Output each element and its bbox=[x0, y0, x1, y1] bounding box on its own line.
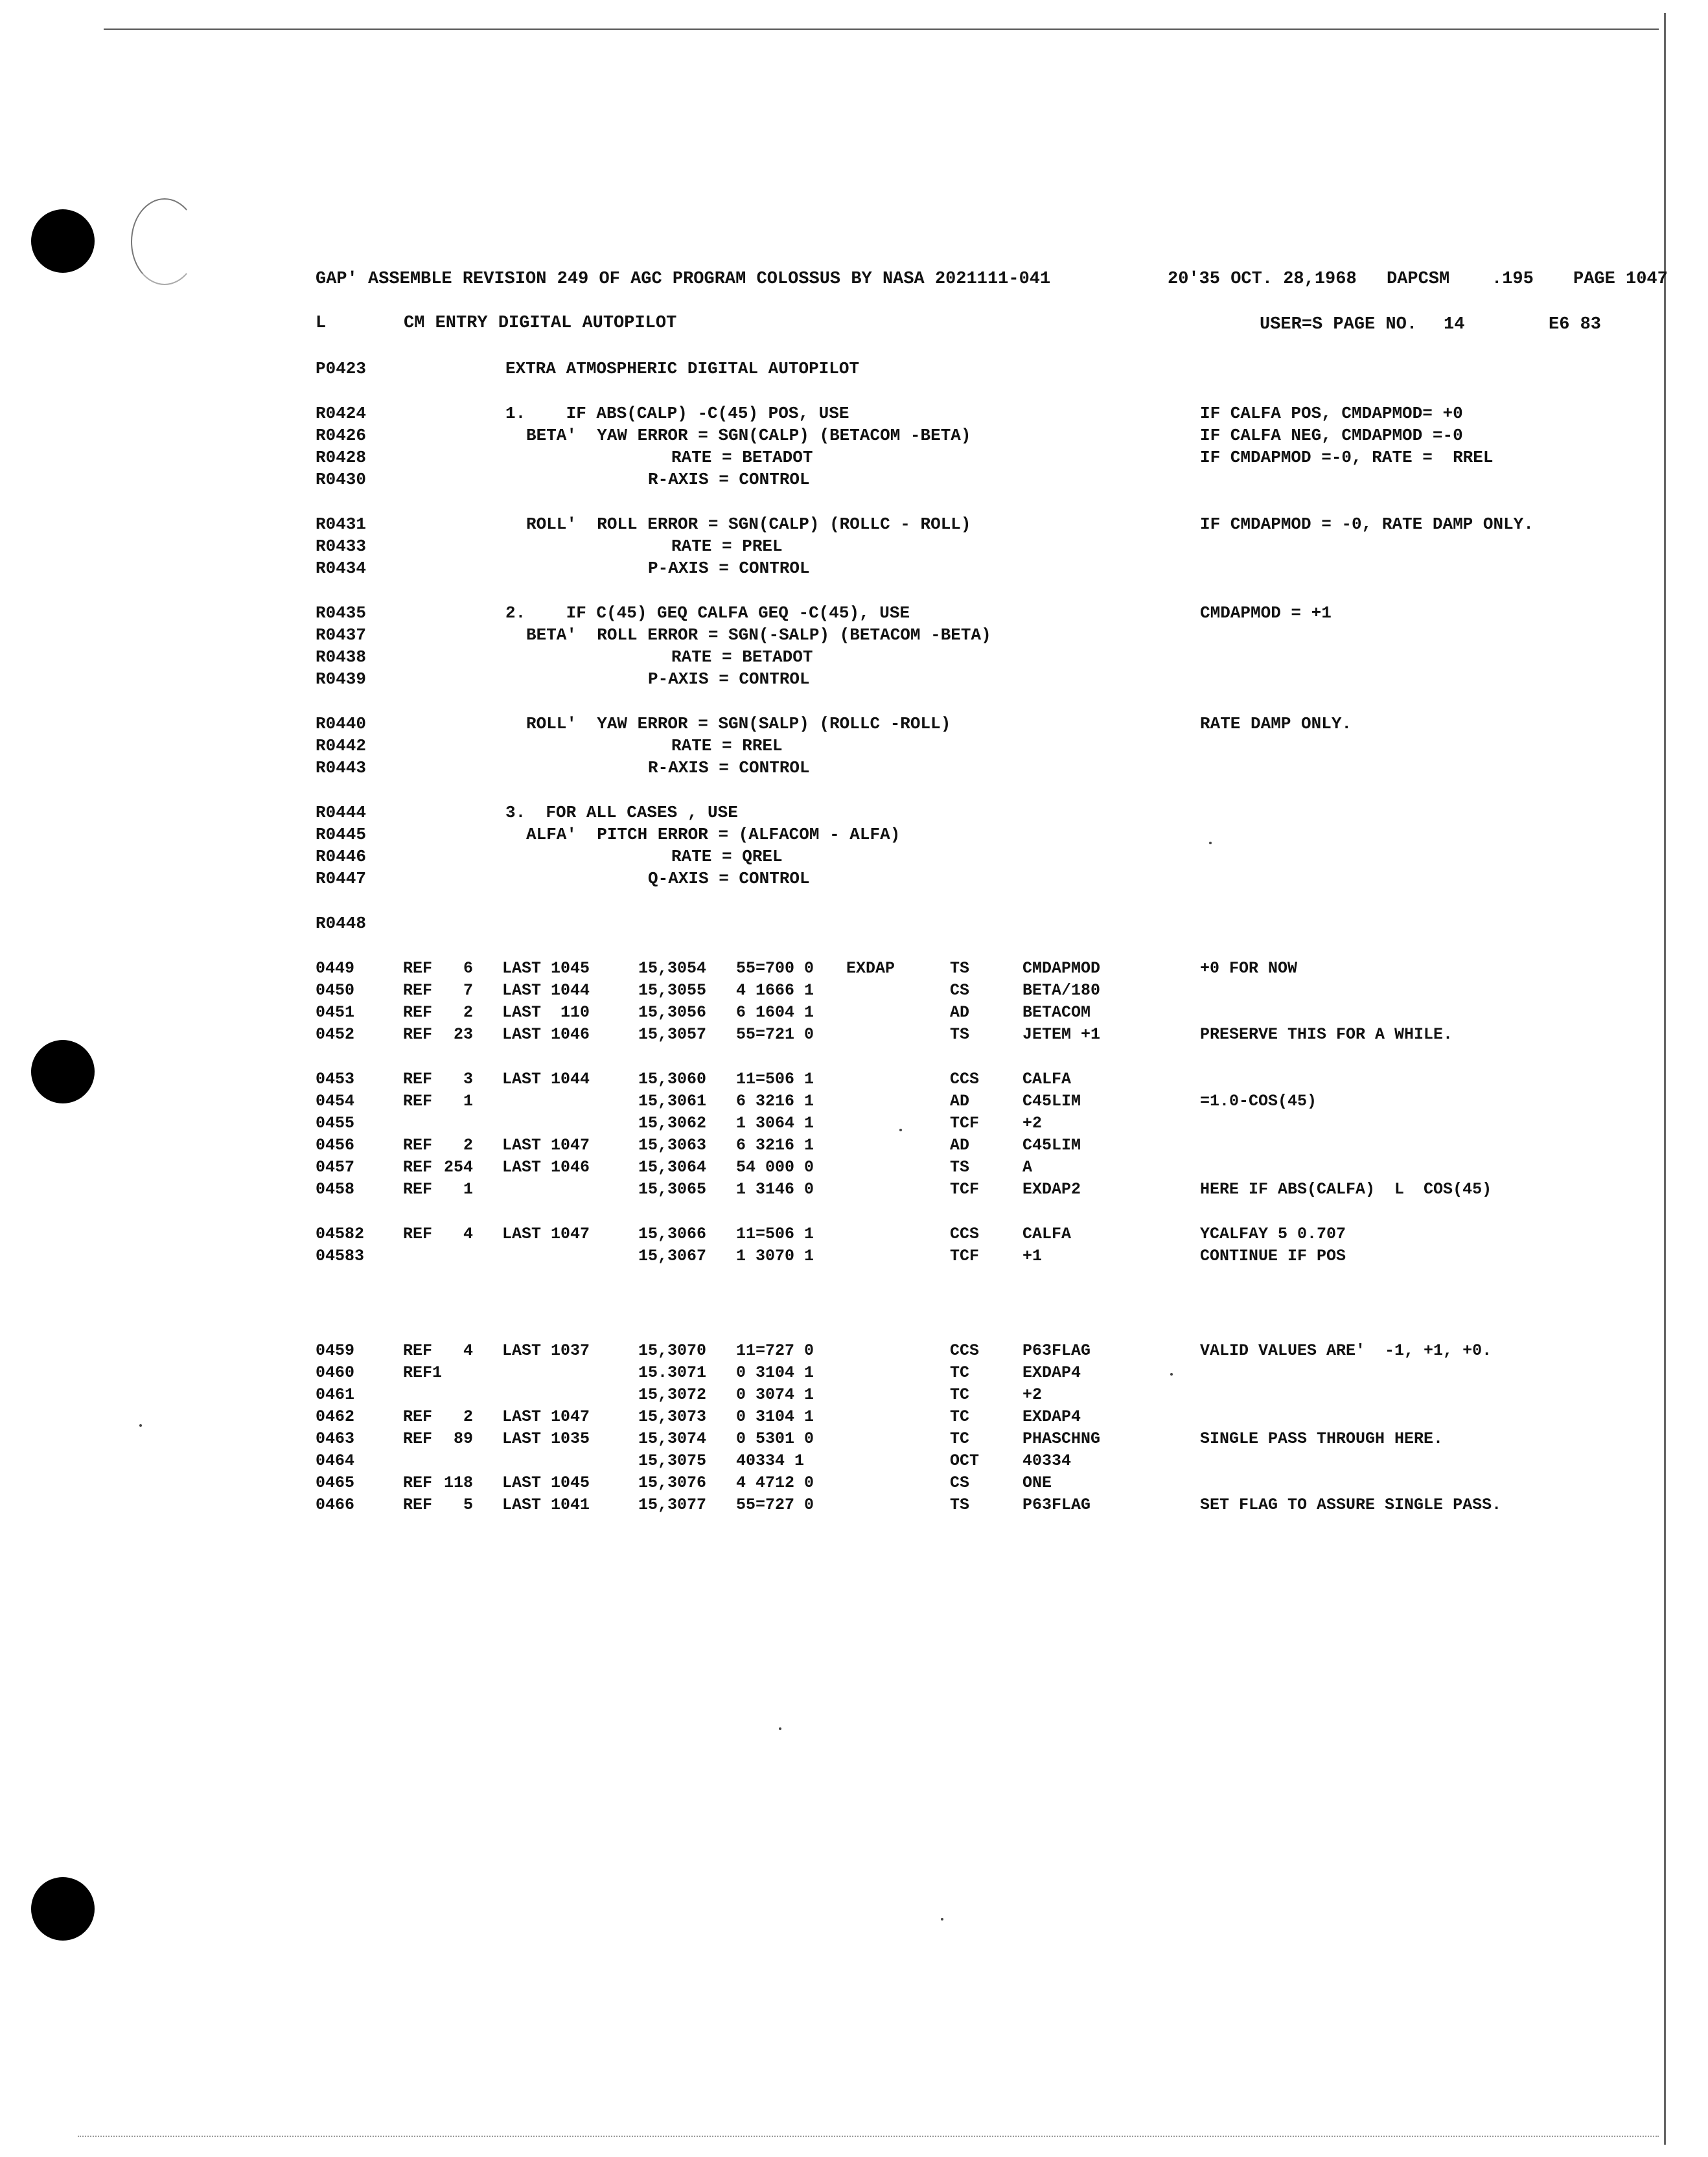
remark-seq: R0444 bbox=[316, 803, 367, 822]
remark-seq: R0448 bbox=[316, 914, 367, 933]
remark-text: ROLL' YAW ERROR = SGN(SALP) (ROLLC -ROLL) bbox=[526, 714, 951, 733]
listing-addr: 15,3054 bbox=[638, 959, 707, 978]
listing-operand: CALFA bbox=[1022, 1070, 1072, 1089]
listing-operand: C45LIM bbox=[1022, 1136, 1081, 1155]
remark-seq: R0437 bbox=[316, 625, 367, 645]
listing-operand: EXDAP2 bbox=[1022, 1180, 1081, 1199]
listing-addr: 15,3075 bbox=[638, 1451, 707, 1470]
listing-operand: +1 bbox=[1022, 1247, 1043, 1265]
listing-seq: 0453 bbox=[316, 1070, 355, 1089]
listing-refn: 4 bbox=[463, 1225, 473, 1243]
listing-addr: 15,3064 bbox=[638, 1158, 707, 1177]
listing-addr: 15,3076 bbox=[638, 1473, 707, 1492]
listing-op: CS bbox=[950, 1473, 970, 1492]
listing-last: LAST 110 bbox=[502, 1003, 590, 1022]
punch-hole bbox=[31, 1877, 95, 1941]
listing-refn: 1 bbox=[463, 1180, 473, 1199]
remark-seq: P0423 bbox=[316, 359, 367, 378]
remark-text: ROLL' ROLL ERROR = SGN(CALP) (ROLLC - ROLL) bbox=[526, 514, 971, 534]
listing-comment: SET FLAG TO ASSURE SINGLE PASS. bbox=[1200, 1495, 1502, 1514]
scan-speck bbox=[941, 1918, 943, 1921]
program-code: .195 bbox=[1492, 270, 1534, 289]
listing-addr: 15,3065 bbox=[638, 1180, 707, 1199]
listing-seq: 0457 bbox=[316, 1158, 355, 1177]
listing-comment: +0 FOR NOW bbox=[1200, 959, 1298, 978]
listing-operand: BETACOM bbox=[1022, 1003, 1091, 1022]
listing-last: LAST 1046 bbox=[502, 1025, 590, 1044]
section-title: CM ENTRY DIGITAL AUTOPILOT bbox=[404, 314, 677, 333]
listing-ref: REF bbox=[403, 1407, 433, 1426]
remark-text: 1. IF ABS(CALP) -C(45) POS, USE bbox=[505, 404, 849, 423]
listing-last: LAST 1035 bbox=[502, 1429, 590, 1448]
remark-seq: R0434 bbox=[316, 559, 367, 578]
listing-op: AD bbox=[950, 1136, 970, 1155]
listing-operand: JETEM +1 bbox=[1022, 1025, 1101, 1044]
listing-word: 6 3216 1 bbox=[736, 1136, 814, 1155]
listing-seq: 0451 bbox=[316, 1003, 355, 1022]
listing-ref: REF bbox=[403, 1136, 433, 1155]
listing-op: CCS bbox=[950, 1070, 980, 1089]
remark-text: BETA' ROLL ERROR = SGN(-SALP) (BETACOM -BETA) bbox=[526, 625, 991, 645]
remark-seq: R0443 bbox=[316, 758, 367, 778]
listing-refn: 23 bbox=[453, 1025, 473, 1044]
listing-addr: 15,3072 bbox=[638, 1385, 707, 1404]
remark-text: P-AXIS = CONTROL bbox=[648, 559, 810, 578]
listing-last: LAST 1046 bbox=[502, 1158, 590, 1177]
listing-refn: 6 bbox=[463, 959, 473, 978]
listing-refn: 7 bbox=[463, 981, 473, 1000]
listing-comment: =1.0-COS(45) bbox=[1200, 1092, 1317, 1111]
listing-comment: VALID VALUES ARE' -1, +1, +0. bbox=[1200, 1341, 1492, 1360]
listing-op: TC bbox=[950, 1363, 970, 1382]
listing-op: TCF bbox=[950, 1114, 980, 1133]
listing-op: OCT bbox=[950, 1451, 980, 1470]
remark-text: R-AXIS = CONTROL bbox=[648, 470, 810, 489]
listing-refn: 2 bbox=[463, 1136, 473, 1155]
listing-addr: 15,3070 bbox=[638, 1341, 707, 1360]
listing-refn: 89 bbox=[453, 1429, 473, 1448]
listing-addr: 15,3057 bbox=[638, 1025, 707, 1044]
listing-word: 11=506 1 bbox=[736, 1070, 814, 1089]
listing-ref: REF bbox=[403, 1003, 433, 1022]
listing-ref: REF bbox=[403, 1180, 433, 1199]
remark-seq: R0433 bbox=[316, 536, 367, 556]
listing-ref: REF bbox=[403, 1025, 433, 1044]
punch-hole bbox=[31, 1040, 95, 1103]
listing-seq: 0452 bbox=[316, 1025, 355, 1044]
listing-addr: 15,3061 bbox=[638, 1092, 707, 1111]
listing-op: TS bbox=[950, 1025, 970, 1044]
listing-addr: 15.3071 bbox=[638, 1363, 707, 1382]
listing-last: LAST 1047 bbox=[502, 1407, 590, 1426]
remark-text: 2. IF C(45) GEQ CALFA GEQ -C(45), USE bbox=[505, 603, 910, 623]
listing-ref: REF bbox=[403, 981, 433, 1000]
punch-hole bbox=[31, 209, 95, 273]
listing-addr: 15,3067 bbox=[638, 1247, 707, 1265]
listing-op: TC bbox=[950, 1429, 970, 1448]
listing-word: 0 3104 1 bbox=[736, 1363, 814, 1382]
listing-addr: 15,3077 bbox=[638, 1495, 707, 1514]
remark-text: R-AXIS = CONTROL bbox=[648, 758, 810, 778]
listing-ref: REF bbox=[403, 1158, 433, 1177]
listing-operand: ONE bbox=[1022, 1473, 1052, 1492]
listing-op: TS bbox=[950, 1158, 970, 1177]
listing-addr: 15,3055 bbox=[638, 981, 707, 1000]
listing-last: LAST 1044 bbox=[502, 981, 590, 1000]
listing-last: LAST 1044 bbox=[502, 1070, 590, 1089]
listing-comment: SINGLE PASS THROUGH HERE. bbox=[1200, 1429, 1444, 1448]
listing-last: LAST 1045 bbox=[502, 959, 590, 978]
listing-operand: CMDAPMOD bbox=[1022, 959, 1101, 978]
listing-addr: 15,3074 bbox=[638, 1429, 707, 1448]
remark-note: IF CMDAPMOD = -0, RATE DAMP ONLY. bbox=[1200, 514, 1534, 534]
listing-datetime: 20'35 OCT. 28,1968 bbox=[1168, 270, 1357, 289]
scan-speck bbox=[779, 1727, 781, 1730]
user-page-label: USER=S PAGE NO. bbox=[1260, 315, 1418, 334]
remark-text: RATE = BETADOT bbox=[671, 448, 813, 467]
listing-seq: 0463 bbox=[316, 1429, 355, 1448]
listing-addr: 15,3066 bbox=[638, 1225, 707, 1243]
top-edge-rule bbox=[104, 29, 1659, 30]
remark-seq: R0445 bbox=[316, 825, 367, 844]
remark-text: Q-AXIS = CONTROL bbox=[648, 869, 810, 888]
remark-seq: R0446 bbox=[316, 847, 367, 866]
scan-speck bbox=[139, 1424, 142, 1427]
listing-ref: REF bbox=[403, 1070, 433, 1089]
listing-word: 55=700 0 bbox=[736, 959, 814, 978]
section-flag: L bbox=[316, 314, 327, 333]
listing-op: TC bbox=[950, 1385, 970, 1404]
listing-addr: 15,3062 bbox=[638, 1114, 707, 1133]
remark-text: RATE = PREL bbox=[671, 536, 783, 556]
listing-ref: REF bbox=[403, 959, 433, 978]
listing-comment: CONTINUE IF POS bbox=[1200, 1247, 1346, 1265]
listing-operand: C45LIM bbox=[1022, 1092, 1081, 1111]
listing-last: LAST 1047 bbox=[502, 1225, 590, 1243]
remark-text: EXTRA ATMOSPHERIC DIGITAL AUTOPILOT bbox=[505, 359, 860, 378]
listing-word: 6 3216 1 bbox=[736, 1092, 814, 1111]
remark-seq: R0438 bbox=[316, 647, 367, 667]
listing-ref: REF bbox=[403, 1473, 433, 1492]
listing-word: 11=727 0 bbox=[736, 1341, 814, 1360]
listing-title: GAP' ASSEMBLE REVISION 249 OF AGC PROGRAM COLOSSUS BY NASA 2021111-041 bbox=[316, 270, 1051, 289]
listing-seq: 04582 bbox=[316, 1225, 365, 1243]
listing-seq: 0449 bbox=[316, 959, 355, 978]
listing-refn: 3 bbox=[463, 1070, 473, 1089]
remark-seq: R0426 bbox=[316, 426, 367, 445]
listing-op: TS bbox=[950, 959, 970, 978]
remark-seq: R0442 bbox=[316, 736, 367, 756]
listing-op: TCF bbox=[950, 1180, 980, 1199]
scan-speck bbox=[899, 1129, 902, 1131]
listing-refn: 5 bbox=[463, 1495, 473, 1514]
listing-word: 0 3074 1 bbox=[736, 1385, 814, 1404]
remark-seq: R0428 bbox=[316, 448, 367, 467]
listing-seq: 0454 bbox=[316, 1092, 355, 1111]
listing-ref: REF1 bbox=[403, 1363, 443, 1382]
listing-op: TC bbox=[950, 1407, 970, 1426]
remark-text: RATE = RREL bbox=[671, 736, 783, 756]
listing-operand: P63FLAG bbox=[1022, 1495, 1091, 1514]
listing-last: LAST 1037 bbox=[502, 1341, 590, 1360]
remark-text: ALFA' PITCH ERROR = (ALFACOM - ALFA) bbox=[526, 825, 901, 844]
listing-word: 4 1666 1 bbox=[736, 981, 814, 1000]
listing-word: 1 3064 1 bbox=[736, 1114, 814, 1133]
listing-seq: 0462 bbox=[316, 1407, 355, 1426]
listing-word: 54 000 0 bbox=[736, 1158, 814, 1177]
scan-speck bbox=[1170, 1373, 1173, 1376]
remark-text: RATE = BETADOT bbox=[671, 647, 813, 667]
right-edge-rule bbox=[1664, 13, 1666, 2145]
reference-code: E6 83 bbox=[1549, 315, 1602, 334]
listing-operand: +2 bbox=[1022, 1385, 1043, 1404]
remark-seq: R0440 bbox=[316, 714, 367, 733]
listing-op: AD bbox=[950, 1003, 970, 1022]
listing-operand: 40334 bbox=[1022, 1451, 1072, 1470]
listing-word: 1 3146 0 bbox=[736, 1180, 814, 1199]
remark-text: RATE = QREL bbox=[671, 847, 783, 866]
listing-addr: 15,3060 bbox=[638, 1070, 707, 1089]
program-name: DAPCSM bbox=[1387, 270, 1450, 289]
listing-seq: 0461 bbox=[316, 1385, 355, 1404]
listing-operand: A bbox=[1022, 1158, 1033, 1177]
remark-seq: R0431 bbox=[316, 514, 367, 534]
listing-seq: 0464 bbox=[316, 1451, 355, 1470]
punch-hole-outline bbox=[131, 198, 198, 285]
remark-text: P-AXIS = CONTROL bbox=[648, 669, 810, 689]
remark-note: CMDAPMOD = +1 bbox=[1200, 603, 1332, 623]
listing-label: EXDAP bbox=[846, 959, 895, 978]
listing-word: 55=727 0 bbox=[736, 1495, 814, 1514]
bottom-edge-rule bbox=[78, 2136, 1659, 2137]
listing-last: LAST 1041 bbox=[502, 1495, 590, 1514]
listing-operand: PHASCHNG bbox=[1022, 1429, 1101, 1448]
remark-text: 3. FOR ALL CASES , USE bbox=[505, 803, 738, 822]
remark-note: IF CALFA POS, CMDAPMOD= +0 bbox=[1200, 404, 1463, 423]
page-number: PAGE 1047 bbox=[1573, 270, 1668, 289]
listing-op: CS bbox=[950, 981, 970, 1000]
listing-ref: REF bbox=[403, 1092, 433, 1111]
listing-operand: EXDAP4 bbox=[1022, 1407, 1081, 1426]
listing-ref: REF bbox=[403, 1495, 433, 1514]
listing-comment: PRESERVE THIS FOR A WHILE. bbox=[1200, 1025, 1453, 1044]
listing-ref: REF bbox=[403, 1341, 433, 1360]
remark-note: RATE DAMP ONLY. bbox=[1200, 714, 1352, 733]
listing-word: 40334 1 bbox=[736, 1451, 805, 1470]
listing-refn: 2 bbox=[463, 1407, 473, 1426]
listing-word: 55=721 0 bbox=[736, 1025, 814, 1044]
listing-last: LAST 1045 bbox=[502, 1473, 590, 1492]
listing-refn: 254 bbox=[443, 1158, 473, 1177]
listing-addr: 15,3073 bbox=[638, 1407, 707, 1426]
listing-op: TCF bbox=[950, 1247, 980, 1265]
listing-seq: 0450 bbox=[316, 981, 355, 1000]
remark-seq: R0447 bbox=[316, 869, 367, 888]
listing-word: 11=506 1 bbox=[736, 1225, 814, 1243]
listing-operand: CALFA bbox=[1022, 1225, 1072, 1243]
listing-seq: 0456 bbox=[316, 1136, 355, 1155]
listing-last: LAST 1047 bbox=[502, 1136, 590, 1155]
listing-seq: 0458 bbox=[316, 1180, 355, 1199]
listing-op: CCS bbox=[950, 1225, 980, 1243]
remark-seq: R0439 bbox=[316, 669, 367, 689]
listing-operand: EXDAP4 bbox=[1022, 1363, 1081, 1382]
listing-addr: 15,3056 bbox=[638, 1003, 707, 1022]
listing-operand: BETA/180 bbox=[1022, 981, 1101, 1000]
listing-refn: 1 bbox=[463, 1092, 473, 1111]
listing-seq: 0466 bbox=[316, 1495, 355, 1514]
listing-word: 6 1604 1 bbox=[736, 1003, 814, 1022]
listing-operand: P63FLAG bbox=[1022, 1341, 1091, 1360]
remark-note: IF CALFA NEG, CMDAPMOD =-0 bbox=[1200, 426, 1463, 445]
user-page-number: 14 bbox=[1444, 315, 1465, 334]
listing-word: 4 4712 0 bbox=[736, 1473, 814, 1492]
remark-seq: R0424 bbox=[316, 404, 367, 423]
remark-text: BETA' YAW ERROR = SGN(CALP) (BETACOM -BETA) bbox=[526, 426, 971, 445]
listing-word: 1 3070 1 bbox=[736, 1247, 814, 1265]
remark-seq: R0430 bbox=[316, 470, 367, 489]
scan-speck bbox=[1209, 842, 1212, 844]
listing-word: 0 5301 0 bbox=[736, 1429, 814, 1448]
listing-seq: 0455 bbox=[316, 1114, 355, 1133]
listing-comment: YCALFAY 5 0.707 bbox=[1200, 1225, 1346, 1243]
listing-op: CCS bbox=[950, 1341, 980, 1360]
listing-word: 0 3104 1 bbox=[736, 1407, 814, 1426]
listing-seq: 04583 bbox=[316, 1247, 365, 1265]
listing-operand: +2 bbox=[1022, 1114, 1043, 1133]
listing-op: TS bbox=[950, 1495, 970, 1514]
listing-seq: 0465 bbox=[316, 1473, 355, 1492]
listing-op: AD bbox=[950, 1092, 970, 1111]
listing-refn: 2 bbox=[463, 1003, 473, 1022]
listing-ref: REF bbox=[403, 1225, 433, 1243]
listing-refn: 118 bbox=[443, 1473, 473, 1492]
listing-comment: HERE IF ABS(CALFA) L COS(45) bbox=[1200, 1180, 1492, 1199]
listing-refn: 4 bbox=[463, 1341, 473, 1360]
listing-seq: 0459 bbox=[316, 1341, 355, 1360]
remark-seq: R0435 bbox=[316, 603, 367, 623]
listing-seq: 0460 bbox=[316, 1363, 355, 1382]
listing-addr: 15,3063 bbox=[638, 1136, 707, 1155]
listing-ref: REF bbox=[403, 1429, 433, 1448]
remark-note: IF CMDAPMOD =-0, RATE = RREL bbox=[1200, 448, 1494, 467]
